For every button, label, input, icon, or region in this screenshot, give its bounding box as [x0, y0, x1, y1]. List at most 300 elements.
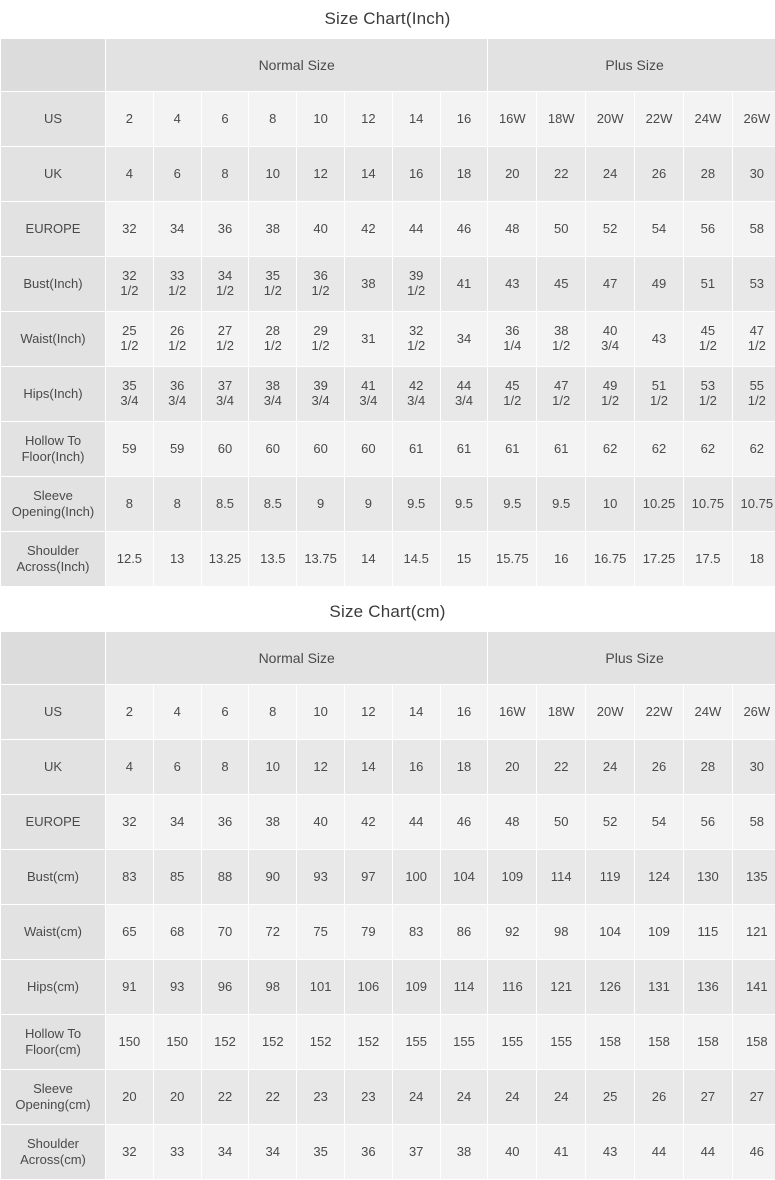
table-group-header: Plus Size [488, 632, 775, 685]
table-cell: 26 1/2 [153, 312, 201, 367]
table-cell: 36 1/4 [488, 312, 537, 367]
table-cell: 48 [488, 795, 537, 850]
table-cell: 42 [344, 795, 392, 850]
table-cell: 16 [392, 147, 440, 202]
table-cell: 6 [153, 740, 201, 795]
table-cell: 104 [586, 905, 635, 960]
table-cell: 119 [586, 850, 635, 905]
table-cell: 26W [732, 685, 775, 740]
table-cell: 45 1/2 [683, 312, 732, 367]
table-cell: 158 [586, 1015, 635, 1070]
table-cell: 130 [683, 850, 732, 905]
table-cell: 60 [297, 422, 345, 477]
table-cell: 2 [106, 92, 154, 147]
table-row [1, 960, 775, 1015]
table-cell: 37 3/4 [201, 367, 249, 422]
table-row [1, 1015, 775, 1070]
table-cell: 27 1/2 [201, 312, 249, 367]
table-cell: 126 [586, 960, 635, 1015]
table-cell: 53 1/2 [683, 367, 732, 422]
table-cell: 10 [249, 147, 297, 202]
table-cell: 41 3/4 [344, 367, 392, 422]
table-cell: 52 [586, 795, 635, 850]
table-cell: 8 [106, 477, 154, 532]
table-cell: 15.75 [488, 532, 537, 587]
table-cell: 158 [635, 1015, 684, 1070]
table-cell: 10.75 [732, 477, 775, 532]
table-row [1, 795, 775, 850]
table-cell: 4 [106, 147, 154, 202]
table-cell: 9.5 [440, 477, 488, 532]
table-cell: 43 [635, 312, 684, 367]
table-cell: 41 [440, 257, 488, 312]
table-cell: 24W [683, 92, 732, 147]
table-cell: 46 [732, 1125, 775, 1180]
table-group-header-row [1, 632, 775, 685]
table-cell: 141 [732, 960, 775, 1015]
table-cell: 35 3/4 [106, 367, 154, 422]
row-label: EUROPE [1, 795, 106, 850]
table-cell: 16 [440, 92, 488, 147]
table-cell: 58 [732, 795, 775, 850]
size-chart-block [0, 0, 775, 587]
table-cell: 38 [440, 1125, 488, 1180]
row-label: Shoulder Across(Inch) [1, 532, 106, 587]
row-label: Hollow To Floor(Inch) [1, 422, 106, 477]
table-cell: 114 [440, 960, 488, 1015]
table-cell: 155 [537, 1015, 586, 1070]
table-cell: 18 [440, 740, 488, 795]
table-cell: 26 [635, 1070, 684, 1125]
table-cell: 90 [249, 850, 297, 905]
table-cell: 17.5 [683, 532, 732, 587]
row-label: Bust(Inch) [1, 257, 106, 312]
table-cell: 150 [106, 1015, 154, 1070]
table-cell: 83 [106, 850, 154, 905]
row-label: US [1, 92, 106, 147]
table-cell: 26W [732, 92, 775, 147]
table-cell: 150 [153, 1015, 201, 1070]
table-cell: 10 [586, 477, 635, 532]
table-cell: 22 [249, 1070, 297, 1125]
table-row [1, 202, 775, 257]
table-cell: 22 [201, 1070, 249, 1125]
table-row [1, 532, 775, 587]
table-cell: 35 [297, 1125, 345, 1180]
table-cell: 155 [488, 1015, 537, 1070]
table-row [1, 850, 775, 905]
table-cell: 34 [153, 202, 201, 257]
table-cell: 16 [537, 532, 586, 587]
table-cell: 115 [683, 905, 732, 960]
table-cell: 8.5 [249, 477, 297, 532]
table-cell: 61 [440, 422, 488, 477]
table-cell: 38 [249, 202, 297, 257]
table-cell: 9.5 [537, 477, 586, 532]
table-cell: 32 [106, 795, 154, 850]
table-cell: 22W [635, 685, 684, 740]
table-cell: 88 [201, 850, 249, 905]
table-cell: 38 [344, 257, 392, 312]
table-cell: 20W [586, 92, 635, 147]
row-label: Sleeve Opening(cm) [1, 1070, 106, 1125]
table-cell: 58 [732, 202, 775, 257]
table-cell: 8 [249, 92, 297, 147]
table-cell: 36 [201, 202, 249, 257]
table-cell: 26 [635, 147, 684, 202]
table-row [1, 312, 775, 367]
row-label: Waist(cm) [1, 905, 106, 960]
row-label: Hips(cm) [1, 960, 106, 1015]
table-cell: 14 [344, 740, 392, 795]
table-cell: 12 [344, 685, 392, 740]
table-cell: 13.25 [201, 532, 249, 587]
table-cell: 38 3/4 [249, 367, 297, 422]
table-cell: 33 [153, 1125, 201, 1180]
table-row [1, 1070, 775, 1125]
table-cell: 36 1/2 [297, 257, 345, 312]
table-cell: 56 [683, 795, 732, 850]
table-cell: 24 [586, 740, 635, 795]
table-cell: 14 [392, 685, 440, 740]
table-cell: 72 [249, 905, 297, 960]
table-cell: 106 [344, 960, 392, 1015]
table-cell: 46 [440, 202, 488, 257]
table-cell: 49 [635, 257, 684, 312]
table-group-header-row [1, 39, 775, 92]
table-cell: 36 [201, 795, 249, 850]
table-cell: 29 1/2 [297, 312, 345, 367]
table-cell: 32 [106, 1125, 154, 1180]
chart-title: Size Chart(Inch) [0, 0, 775, 38]
table-cell: 61 [537, 422, 586, 477]
table-cell: 50 [537, 202, 586, 257]
table-cell: 14 [344, 147, 392, 202]
table-row [1, 147, 775, 202]
table-cell: 34 [440, 312, 488, 367]
size-chart-table [0, 38, 775, 587]
table-row [1, 477, 775, 532]
table-cell: 47 [586, 257, 635, 312]
table-cell: 59 [106, 422, 154, 477]
table-row [1, 422, 775, 477]
size-chart-block [0, 593, 775, 1180]
row-label: Hips(Inch) [1, 367, 106, 422]
table-cell: 24 [440, 1070, 488, 1125]
table-cell: 9 [297, 477, 345, 532]
table-cell: 152 [344, 1015, 392, 1070]
table-row [1, 685, 775, 740]
table-cell: 10 [297, 92, 345, 147]
table-cell: 158 [683, 1015, 732, 1070]
table-cell: 109 [392, 960, 440, 1015]
table-cell: 32 1/2 [106, 257, 154, 312]
table-cell: 60 [344, 422, 392, 477]
table-cell: 42 [344, 202, 392, 257]
table-cell: 62 [586, 422, 635, 477]
table-cell: 79 [344, 905, 392, 960]
table-cell: 28 [683, 740, 732, 795]
table-cell: 44 [392, 795, 440, 850]
table-cell: 9.5 [392, 477, 440, 532]
table-cell: 136 [683, 960, 732, 1015]
table-cell: 59 [153, 422, 201, 477]
table-cell: 41 [537, 1125, 586, 1180]
table-cell: 98 [249, 960, 297, 1015]
table-cell: 8.5 [201, 477, 249, 532]
table-cell: 135 [732, 850, 775, 905]
row-label: Sleeve Opening(Inch) [1, 477, 106, 532]
table-cell: 24 [488, 1070, 537, 1125]
table-cell: 40 3/4 [586, 312, 635, 367]
table-cell: 56 [683, 202, 732, 257]
table-cell: 24W [683, 685, 732, 740]
table-cell: 54 [635, 795, 684, 850]
table-cell: 10.25 [635, 477, 684, 532]
table-cell: 46 [440, 795, 488, 850]
row-label: Hollow To Floor(cm) [1, 1015, 106, 1070]
table-cell: 20W [586, 685, 635, 740]
table-cell: 44 [635, 1125, 684, 1180]
table-cell: 104 [440, 850, 488, 905]
table-row [1, 1125, 775, 1180]
table-cell: 124 [635, 850, 684, 905]
table-cell: 9.5 [488, 477, 537, 532]
table-cell: 116 [488, 960, 537, 1015]
table-cell: 60 [249, 422, 297, 477]
chart-title: Size Chart(cm) [0, 593, 775, 631]
table-cell: 16 [392, 740, 440, 795]
table-cell: 51 1/2 [635, 367, 684, 422]
table-cell: 34 [201, 1125, 249, 1180]
row-label: UK [1, 147, 106, 202]
table-cell: 68 [153, 905, 201, 960]
table-cell: 52 [586, 202, 635, 257]
table-cell: 20 [106, 1070, 154, 1125]
size-chart-table [0, 631, 775, 1180]
table-cell: 20 [488, 740, 537, 795]
table-corner-cell [1, 39, 106, 92]
table-cell: 70 [201, 905, 249, 960]
table-cell: 6 [153, 147, 201, 202]
table-cell: 93 [153, 960, 201, 1015]
table-cell: 13.75 [297, 532, 345, 587]
table-cell: 28 1/2 [249, 312, 297, 367]
table-group-header: Normal Size [106, 39, 488, 92]
table-cell: 13 [153, 532, 201, 587]
table-cell: 27 [732, 1070, 775, 1125]
table-cell: 40 [297, 795, 345, 850]
table-cell: 152 [297, 1015, 345, 1070]
table-cell: 32 [106, 202, 154, 257]
table-cell: 53 [732, 257, 775, 312]
table-cell: 42 3/4 [392, 367, 440, 422]
table-cell: 13.5 [249, 532, 297, 587]
table-cell: 55 1/2 [732, 367, 775, 422]
table-cell: 114 [537, 850, 586, 905]
table-cell: 97 [344, 850, 392, 905]
row-label: Waist(Inch) [1, 312, 106, 367]
table-cell: 16W [488, 92, 537, 147]
row-label: US [1, 685, 106, 740]
table-cell: 44 3/4 [440, 367, 488, 422]
table-cell: 121 [732, 905, 775, 960]
table-cell: 39 3/4 [297, 367, 345, 422]
table-cell: 25 1/2 [106, 312, 154, 367]
table-group-header: Plus Size [488, 39, 775, 92]
table-cell: 23 [297, 1070, 345, 1125]
table-cell: 20 [488, 147, 537, 202]
table-cell: 100 [392, 850, 440, 905]
table-cell: 92 [488, 905, 537, 960]
table-cell: 35 1/2 [249, 257, 297, 312]
table-cell: 45 1/2 [488, 367, 537, 422]
table-cell: 12 [297, 147, 345, 202]
table-cell: 109 [635, 905, 684, 960]
table-cell: 44 [392, 202, 440, 257]
table-cell: 25 [586, 1070, 635, 1125]
table-cell: 34 1/2 [201, 257, 249, 312]
row-label: EUROPE [1, 202, 106, 257]
table-cell: 22 [537, 740, 586, 795]
table-cell: 26 [635, 740, 684, 795]
table-cell: 36 3/4 [153, 367, 201, 422]
table-cell: 37 [392, 1125, 440, 1180]
table-cell: 12 [297, 740, 345, 795]
table-cell: 158 [732, 1015, 775, 1070]
table-cell: 83 [392, 905, 440, 960]
table-cell: 31 [344, 312, 392, 367]
table-cell: 18W [537, 685, 586, 740]
table-cell: 10.75 [683, 477, 732, 532]
table-cell: 14.5 [392, 532, 440, 587]
table-cell: 2 [106, 685, 154, 740]
table-cell: 6 [201, 92, 249, 147]
table-cell: 91 [106, 960, 154, 1015]
table-cell: 98 [537, 905, 586, 960]
table-row [1, 92, 775, 147]
table-cell: 20 [153, 1070, 201, 1125]
table-cell: 6 [201, 685, 249, 740]
table-cell: 45 [537, 257, 586, 312]
table-cell: 12.5 [106, 532, 154, 587]
table-cell: 40 [488, 1125, 537, 1180]
table-cell: 14 [344, 532, 392, 587]
table-cell: 61 [392, 422, 440, 477]
table-cell: 8 [249, 685, 297, 740]
table-cell: 24 [392, 1070, 440, 1125]
table-cell: 12 [344, 92, 392, 147]
table-cell: 32 1/2 [392, 312, 440, 367]
table-cell: 18 [440, 147, 488, 202]
table-cell: 86 [440, 905, 488, 960]
table-cell: 24 [586, 147, 635, 202]
table-cell: 4 [153, 685, 201, 740]
table-cell: 60 [201, 422, 249, 477]
table-cell: 93 [297, 850, 345, 905]
table-cell: 47 1/2 [537, 367, 586, 422]
table-cell: 23 [344, 1070, 392, 1125]
table-cell: 24 [537, 1070, 586, 1125]
table-cell: 62 [683, 422, 732, 477]
table-cell: 18W [537, 92, 586, 147]
table-row [1, 905, 775, 960]
table-cell: 38 1/2 [537, 312, 586, 367]
table-cell: 62 [732, 422, 775, 477]
table-cell: 65 [106, 905, 154, 960]
table-cell: 152 [249, 1015, 297, 1070]
table-cell: 54 [635, 202, 684, 257]
table-cell: 30 [732, 147, 775, 202]
table-cell: 4 [153, 92, 201, 147]
table-cell: 101 [297, 960, 345, 1015]
table-cell: 34 [153, 795, 201, 850]
table-cell: 155 [392, 1015, 440, 1070]
table-cell: 8 [153, 477, 201, 532]
table-cell: 38 [249, 795, 297, 850]
table-cell: 155 [440, 1015, 488, 1070]
table-row [1, 740, 775, 795]
table-corner-cell [1, 632, 106, 685]
table-group-header: Normal Size [106, 632, 488, 685]
table-cell: 75 [297, 905, 345, 960]
table-cell: 152 [201, 1015, 249, 1070]
table-cell: 51 [683, 257, 732, 312]
table-cell: 27 [683, 1070, 732, 1125]
table-cell: 8 [201, 740, 249, 795]
table-cell: 50 [537, 795, 586, 850]
row-label: Bust(cm) [1, 850, 106, 905]
table-cell: 8 [201, 147, 249, 202]
row-label: UK [1, 740, 106, 795]
table-cell: 18 [732, 532, 775, 587]
table-cell: 44 [683, 1125, 732, 1180]
table-cell: 9 [344, 477, 392, 532]
table-cell: 16 [440, 685, 488, 740]
table-cell: 36 [344, 1125, 392, 1180]
table-cell: 16.75 [586, 532, 635, 587]
table-cell: 22 [537, 147, 586, 202]
table-cell: 39 1/2 [392, 257, 440, 312]
table-cell: 96 [201, 960, 249, 1015]
table-cell: 33 1/2 [153, 257, 201, 312]
table-cell: 43 [586, 1125, 635, 1180]
table-cell: 121 [537, 960, 586, 1015]
table-cell: 85 [153, 850, 201, 905]
table-cell: 15 [440, 532, 488, 587]
table-cell: 34 [249, 1125, 297, 1180]
table-cell: 17.25 [635, 532, 684, 587]
table-cell: 4 [106, 740, 154, 795]
table-cell: 14 [392, 92, 440, 147]
table-cell: 48 [488, 202, 537, 257]
table-cell: 47 1/2 [732, 312, 775, 367]
table-cell: 10 [249, 740, 297, 795]
table-cell: 109 [488, 850, 537, 905]
table-cell: 28 [683, 147, 732, 202]
table-cell: 40 [297, 202, 345, 257]
row-label: Shoulder Across(cm) [1, 1125, 106, 1180]
table-cell: 61 [488, 422, 537, 477]
table-cell: 16W [488, 685, 537, 740]
table-cell: 131 [635, 960, 684, 1015]
table-row [1, 367, 775, 422]
table-cell: 10 [297, 685, 345, 740]
table-cell: 22W [635, 92, 684, 147]
table-cell: 49 1/2 [586, 367, 635, 422]
table-cell: 30 [732, 740, 775, 795]
table-cell: 62 [635, 422, 684, 477]
